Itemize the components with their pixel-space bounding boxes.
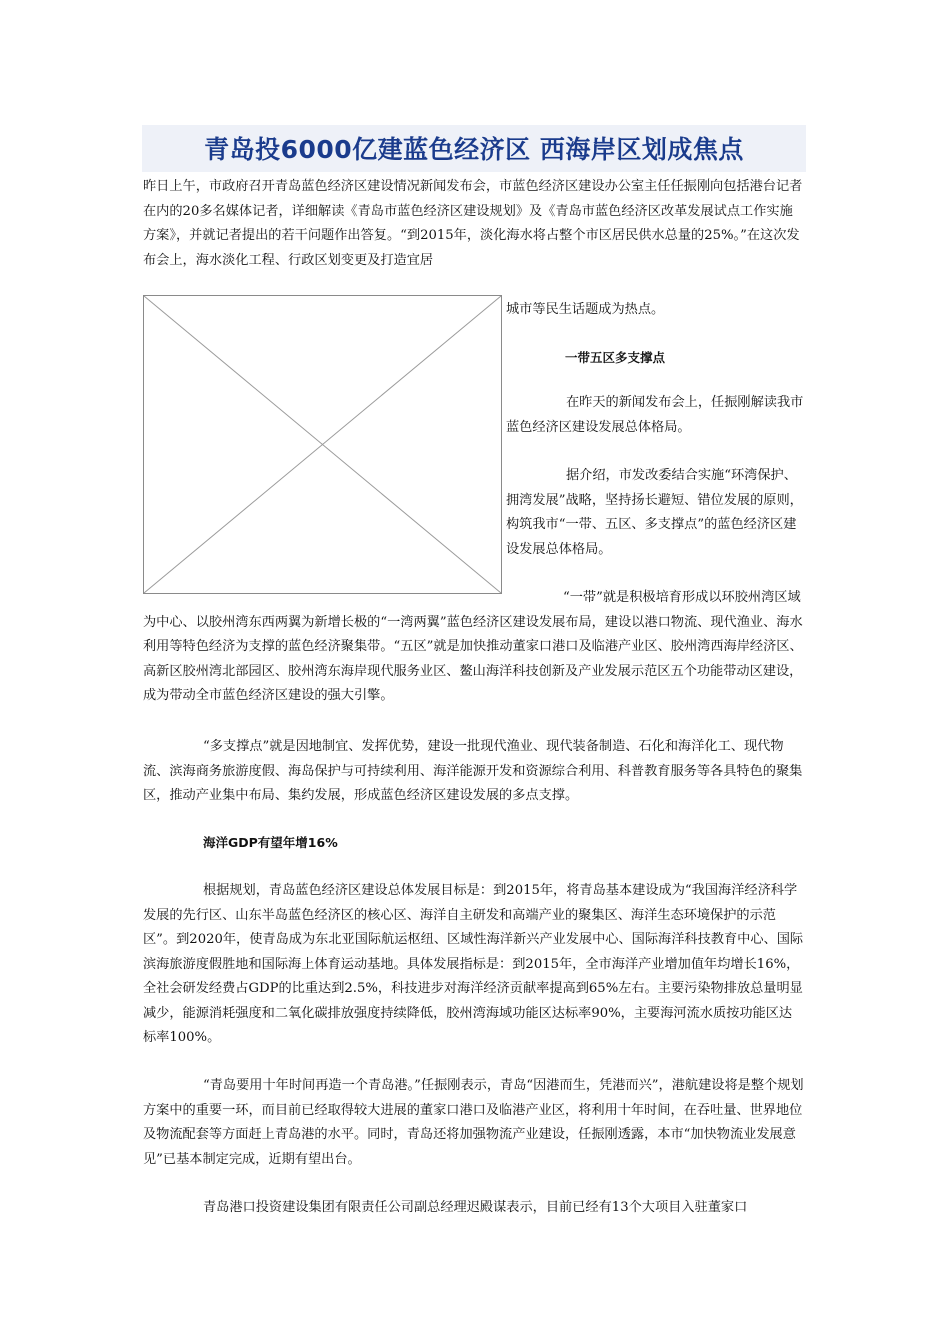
broken-image-icon bbox=[144, 296, 501, 593]
section-heading-1: 一带五区多支撑点 bbox=[565, 350, 666, 365]
intro-continuation: 城市等民生话题成为热点。 bbox=[506, 302, 665, 317]
section1-paragraph-2: 据介绍，市发改委结合实施“环湾保护、拥湾发展”战略，坚持扬长避短、错位发展的原则，构筑我市“一带、五区、多支撑点”的蓝色经济区建设发展总体格局。 bbox=[506, 468, 803, 557]
section1-paragraph-1: 在昨天的新闻发布会上，任振刚解读我市蓝色经济区建设发展总体格局。 bbox=[506, 395, 804, 435]
section2-paragraph-1: 根据规划，青岛蓝色经济区建设总体发展目标是：到2015年，将青岛基本建设成为“我国海洋经济科学发展的先行区、山东半岛蓝色经济区的核心区、海洋自主研发和高端产业的聚集区、海洋生态环境保护的示范区”。到2020年，使青岛成为东北亚国际航运枢纽、区域性海洋新兴产业发展中心、国际海洋科技教育中心、国际滨海旅游度假胜地和国际海上体育运动基地。具体发展指标是：到2015年，全市海洋产业增加值年均增长16%，全社会研发经费占GDP的比重达到2.5%，科技进步对海洋经济贡献率提高到65%左右。主要污染物排放总量明显减少，能源消耗强度和二氧化碳排放强度持续降低，胶州湾海域功能区达标率90%，主要海河流水质按功能区达标率100%。 bbox=[143, 883, 804, 1045]
image-placeholder bbox=[143, 295, 502, 594]
section2-paragraph-2: “青岛要用十年时间再造一个青岛港。”任振刚表示，青岛“因港而生，凭港而兴”，港航建设将是整个规划方案中的重要一环，而目前已经取得较大进展的董家口港口及临港产业区，将利用十年时间，在吞吐量、世界地位及物流配套等方面赶上青岛港的水平。同时，青岛还将加强物流产业建设，任振刚透露，本市“加快物流业发展意见”已基本制定完成，近期有望出台。 bbox=[143, 1078, 804, 1167]
intro-paragraph: 昨日上午，市政府召开青岛蓝色经济区建设情况新闻发布会，市蓝色经济区建设办公室主任任振刚向包括港台记者在内的20多名媒体记者，详细解读《青岛市蓝色经济区建设规划》及《青岛市蓝色经济区改革发展试点工作实施方案》，并就记者提出的若干问题作出答复。“到2015年，淡化海水将占整个市区居民供水总量的25%。”在这次发布会上，海水淡化工程、行政区划变更及打造宜居 bbox=[143, 179, 803, 268]
article-title: 青岛投6000亿建蓝色经济区 西海岸区划成焦点 bbox=[204, 135, 744, 164]
title-banner bbox=[142, 125, 806, 172]
section1-paragraph-4: “多支撑点”就是因地制宜、发挥优势，建设一批现代渔业、现代装备制造、石化和海洋化工、现代物流、滨海商务旅游度假、海岛保护与可持续利用、海洋能源开发和资源综合利用、科普教育服务等各具特色的聚集区，推动产业集中布局、集约发展，形成蓝色经济区建设发展的多点支撑。 bbox=[143, 739, 803, 803]
section2-paragraph-3: 青岛港口投资建设集团有限责任公司副总经理迟殿谋表示，目前已经有13个大项目入驻董家口 bbox=[203, 1200, 748, 1215]
section1-paragraph-3: “一带”就是积极培育形成以环胶州湾区域为中心、以胶州湾东西两翼为新增长极的“一湾两翼”蓝色经济区建设发展布局，建设以港口物流、现代渔业、海水利用等特色经济为支撑的蓝色经济聚集带。“五区”就是加快推动董家口港口及临港产业区、胶州湾西海岸经济区、高新区胶州湾北部园区、胶州湾东海岸现代服务业区、鳌山海洋科技创新及产业发展示范区五个功能带动区建设，成为带动全市蓝色经济区建设的强大引擎。 bbox=[143, 590, 803, 703]
section-heading-2: 海洋GDP有望年增16% bbox=[203, 835, 338, 850]
